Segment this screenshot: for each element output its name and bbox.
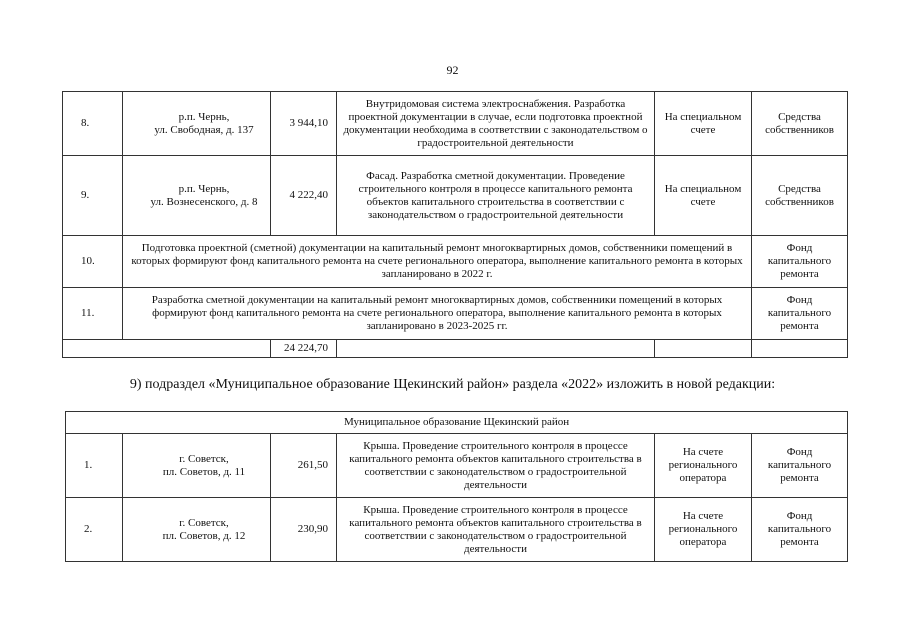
account-type: На счете регионального оператора xyxy=(655,434,752,498)
address-cell xyxy=(123,92,271,156)
works-table-shchekino xyxy=(65,411,848,562)
table-row xyxy=(66,434,848,498)
row-number: 10. xyxy=(63,236,123,288)
section-instruction: 9) подраздел «Муниципальное образование Щекинский район» раздела «2022» изложить в новой редакции: xyxy=(129,377,776,392)
table-row xyxy=(66,498,848,562)
address-line-1: р.п. Чернь, xyxy=(178,110,230,123)
table-header-row xyxy=(66,412,848,434)
funding-source: Фонд капитального ремонта xyxy=(752,434,848,498)
page-number: 92 xyxy=(446,63,459,77)
row-number: 2. xyxy=(66,498,123,562)
amount-cell: 230,90 xyxy=(271,498,337,562)
table-row xyxy=(63,288,848,340)
address-line-2: пл. Советов, д. 11 xyxy=(162,465,246,478)
account-type: На счете регионального оператора xyxy=(655,498,752,562)
address-line-2: пл. Советов, д. 12 xyxy=(162,529,246,542)
total-row xyxy=(63,340,848,358)
work-description: Фасад. Разработка сметной документации. Проведение строительного контроля в процессе капитального ремонта объектов капитального строительства в соответствии с законодательством о градостроительной деятельности xyxy=(337,156,655,236)
row-number: 8. xyxy=(63,92,123,156)
address-cell xyxy=(123,156,271,236)
municipality-header: Муниципальное образование Щекинский район xyxy=(66,412,848,434)
funding-source: Фонд капитального ремонта xyxy=(752,498,848,562)
amount-cell: 4 222,40 xyxy=(271,156,337,236)
merged-description: Подготовка проектной (сметной) документации на капитальный ремонт многоквартирных домов, собственники помещений в которых формируют фонд капитального ремонта на счете регионального оператора, выполнение капитального ремонта в которых запланировано в 2022 г. xyxy=(123,236,752,288)
total-amount: 24 224,70 xyxy=(271,340,337,358)
merged-description: Разработка сметной документации на капитальный ремонт многоквартирных домов, собственники помещений в которых формируют фонд капитального ремонта на счете регионального оператора, выполнение капитального ремонта в которых запланировано в 2023-2025 гг. xyxy=(123,288,752,340)
funding-source: Средства собственников xyxy=(752,156,848,236)
account-type: На специальном счете xyxy=(655,156,752,236)
address-cell xyxy=(123,434,271,498)
funding-source: Фонд капитального ремонта xyxy=(752,288,848,340)
address-line-1: р.п. Чернь, xyxy=(178,182,230,195)
work-description: Внутридомовая система электроснабжения. Разработка проектной документации в случае, если подготовка проектной документации необходима в соответствии с законодательством о градостроительной деятельности xyxy=(337,92,655,156)
table-row xyxy=(63,236,848,288)
funding-source: Фонд капитального ремонта xyxy=(752,236,848,288)
address-line-1: г. Советск, xyxy=(179,516,229,529)
funding-source: Средства собственников xyxy=(752,92,848,156)
amount-cell: 3 944,10 xyxy=(271,92,337,156)
address-cell xyxy=(123,498,271,562)
work-description: Крыша. Проведение строительного контроля в процессе капитального ремонта объектов капитального строительства в соответствии с законодательством о градостроительной деятельности xyxy=(337,434,655,498)
address-line-1: г. Советск, xyxy=(179,452,229,465)
work-description: Крыша. Проведение строительного контроля в процессе капитального ремонта объектов капитального строительства в соответствии с законодательством о градостроительной деятельности xyxy=(337,498,655,562)
works-table-chern xyxy=(62,91,848,358)
address-line-2: ул. Вознесенского, д. 8 xyxy=(150,195,258,208)
row-number: 1. xyxy=(66,434,123,498)
amount-cell: 261,50 xyxy=(271,434,337,498)
table-row xyxy=(63,92,848,156)
table-row xyxy=(63,156,848,236)
address-line-2: ул. Свободная, д. 137 xyxy=(154,123,254,136)
row-number: 11. xyxy=(63,288,123,340)
row-number: 9. xyxy=(63,156,123,236)
account-type: На специальном счете xyxy=(655,92,752,156)
